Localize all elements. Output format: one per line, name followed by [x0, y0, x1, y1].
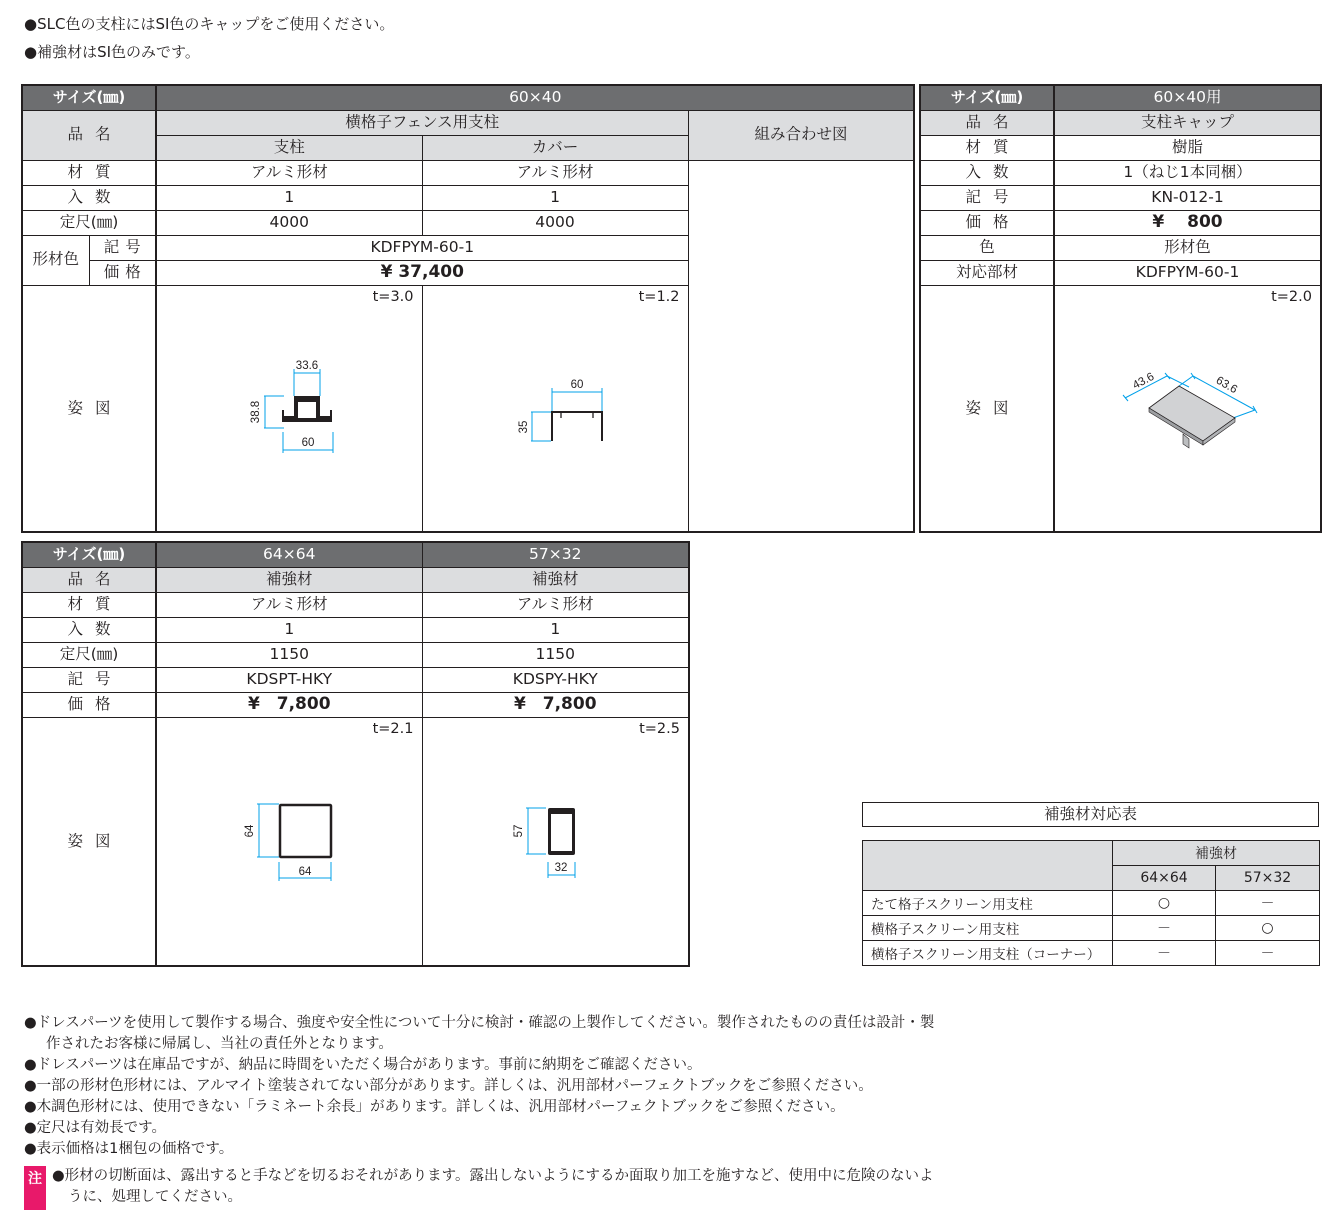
- reinf-size-64x64: 64×64: [156, 542, 422, 567]
- svg-text:64: 64: [244, 824, 256, 837]
- post-cross-section-icon: [242, 358, 352, 458]
- reinf-64-price: ¥ 7,800: [156, 692, 422, 717]
- combo-figure-header: 組み合わせ図: [688, 110, 914, 160]
- correspondence-cell: －: [1113, 916, 1216, 941]
- note-item: ●ドレスパーツは在庫品ですが、納品に時間をいただく場合があります。事前に納期をご確認ください。: [24, 1057, 702, 1073]
- correspondence-row-label: 横格子スクリーン用支柱: [863, 916, 1113, 941]
- cover-thickness: t=1.2: [638, 288, 680, 305]
- correspondence-corner-cell: [863, 841, 1113, 891]
- note-item: ●木調色形材には、使用できない「ラミネート余長」があります。詳しくは、汎用部材パーフェクトブックをご参照ください。: [24, 1099, 845, 1115]
- post-length: 4000: [156, 210, 422, 235]
- cap-name: 支柱キャップ: [1054, 110, 1321, 135]
- correspondence-row-label: 横格子スクリーン用支柱（コーナー）: [863, 941, 1113, 966]
- note-item: ●定尺は有効長です。: [24, 1120, 166, 1136]
- note-item-continuation: 作されたお客様に帰属し、当社の責任外となります。: [46, 1036, 393, 1052]
- cap-row-label-code: 記号: [920, 185, 1054, 210]
- cap-compatible-part: KDFPYM-60-1: [1054, 260, 1321, 285]
- post-material: アルミ形材: [156, 160, 422, 185]
- post-price: ¥ 37,400: [156, 260, 688, 285]
- caution-badge-icon: 注: [24, 1166, 46, 1210]
- post-figure-cell: [156, 285, 422, 532]
- reinf-57-material: アルミ形材: [422, 592, 689, 617]
- correspondence-group-header: 補強材: [1113, 841, 1320, 866]
- cap-size-header-value: 60×40用: [1054, 85, 1321, 110]
- row-label-figure: 姿図: [22, 285, 156, 532]
- reinf-57-cross-section-icon: [512, 798, 598, 888]
- svg-text:43.6: 43.6: [1130, 370, 1157, 392]
- size-header-value: 60×40: [156, 85, 914, 110]
- cap-thickness: t=2.0: [1271, 288, 1312, 305]
- cap-color: 形材色: [1054, 235, 1321, 260]
- reinf-57-quantity: 1: [422, 617, 689, 642]
- cover-cross-section-icon: [511, 374, 621, 454]
- cover-quantity: 1: [422, 185, 688, 210]
- post-thickness: t=3.0: [372, 288, 414, 305]
- cap-row-label-compatible: 対応部材: [920, 260, 1054, 285]
- correspondence-cell: ○: [1113, 891, 1216, 916]
- reinf-64-length: 1150: [156, 642, 422, 667]
- post-quantity: 1: [156, 185, 422, 210]
- cap-row-label-name: 品名: [920, 110, 1054, 135]
- cap-row-label-material: 材質: [920, 135, 1054, 160]
- correspondence-cell: －: [1216, 891, 1320, 916]
- row-label-material: 材質: [22, 160, 156, 185]
- svg-text:64: 64: [298, 865, 312, 878]
- svg-text:35: 35: [517, 420, 530, 433]
- cap-quantity: 1（ねじ1本同梱）: [1054, 160, 1321, 185]
- correspondence-table: [862, 840, 1320, 966]
- reinf-57-length: 1150: [422, 642, 689, 667]
- cap-size-header-label: サイズ(㎜): [920, 85, 1054, 110]
- reinf-row-label-quantity: 入数: [22, 617, 156, 642]
- post-spec-table: サイズ(㎜) 60×40 品名 横格子フェンス用支柱 組み合わせ図 支柱 カバー 材質 アルミ形材 アルミ形材 入数 1 1 定尺(㎜) 4000 4000 形材色 記号 KDFPYM-60-1 価格 ¥ 37,400 姿図 t=3.0 33.6 38.8 60 t=1.2 60 35 60 40: [21, 84, 915, 533]
- reinf-row-label-code: 記号: [22, 667, 156, 692]
- reinf-57-figure-cell: [422, 717, 689, 966]
- reinf-64-thickness: t=2.1: [372, 720, 414, 737]
- caution-line: うに、処理してください。: [68, 1189, 242, 1205]
- cover-name: カバー: [422, 135, 688, 160]
- top-note-slc-cap: ●SLC色の支柱にはSI色のキャップをご使用ください。: [24, 15, 395, 33]
- cap-row-label-quantity: 入数: [920, 160, 1054, 185]
- caution-text: [52, 1166, 934, 1208]
- correspondence-cell: －: [1216, 941, 1320, 966]
- reinf-row-label-price: 価格: [22, 692, 156, 717]
- row-label-code: 記号: [89, 235, 156, 260]
- note-item: ●ドレスパーツを使用して製作する場合、強度や安全性について十分に検討・確認の上製作してください。製作されたものの責任は設計・製: [24, 1015, 935, 1031]
- cap-material: 樹脂: [1054, 135, 1321, 160]
- row-label-price: 価格: [89, 260, 156, 285]
- svg-text:60: 60: [570, 378, 583, 391]
- top-note-reinforcement-color: ●補強材はSI色のみです。: [24, 43, 200, 61]
- cap-price: ¥ 800: [1054, 210, 1321, 235]
- product-group-name: 横格子フェンス用支柱: [156, 110, 688, 135]
- post-name: 支柱: [156, 135, 422, 160]
- post-code: KDFPYM-60-1: [156, 235, 688, 260]
- svg-text:63.6: 63.6: [1213, 374, 1240, 396]
- reinf-row-label-length: 定尺(㎜): [22, 642, 156, 667]
- cover-figure-cell: [422, 285, 688, 532]
- cap-row-label-figure: 姿図: [920, 285, 1054, 532]
- cover-material: アルミ形材: [422, 160, 688, 185]
- correspondence-size-64x64: 64×64: [1113, 866, 1216, 891]
- reinf-row-label-material: 材質: [22, 592, 156, 617]
- caution-line: ●形材の切断面は、露出すると手などを切るおそれがあります。露出しないようにするか面取り加工を施すなど、使用中に危険のないよ: [52, 1168, 934, 1184]
- cap-figure-cell: [1054, 285, 1321, 532]
- reinf-64-quantity: 1: [156, 617, 422, 642]
- svg-text:38.8: 38.8: [250, 400, 263, 423]
- reinf-57-price: ¥ 7,800: [422, 692, 689, 717]
- correspondence-size-57x32: 57×32: [1216, 866, 1320, 891]
- svg-text:57: 57: [512, 824, 525, 837]
- correspondence-row-label: たて格子スクリーン用支柱: [863, 891, 1113, 916]
- reinf-57-name: 補強材: [422, 567, 689, 592]
- reinf-size-header-label: サイズ(㎜): [22, 542, 156, 567]
- reinf-row-label-name: 品名: [22, 567, 156, 592]
- combo-figure-cell: [688, 160, 914, 532]
- note-item: ●表示価格は1梱包の価格です。: [24, 1141, 234, 1157]
- correspondence-title: 補強材対応表: [862, 802, 1319, 827]
- svg-text:33.6: 33.6: [295, 359, 319, 372]
- cover-length: 4000: [422, 210, 688, 235]
- reinf-64-material: アルミ形材: [156, 592, 422, 617]
- reinf-57-code: KDSPY-HKY: [422, 667, 689, 692]
- svg-text:60: 60: [301, 436, 315, 449]
- reinf-57-thickness: t=2.5: [639, 720, 680, 737]
- correspondence-cell: －: [1113, 941, 1216, 966]
- cap-spec-table: [919, 84, 1322, 533]
- reinf-64-name: 補強材: [156, 567, 422, 592]
- row-label-color-group: 形材色: [22, 235, 89, 285]
- cap-row-label-color: 色: [920, 235, 1054, 260]
- row-label-quantity: 入数: [22, 185, 156, 210]
- note-item: ●一部の形材色形材には、アルマイト塗装されてない部分があります。詳しくは、汎用部材パーフェクトブックをご参照ください。: [24, 1078, 873, 1094]
- reinforcement-spec-table: [21, 541, 690, 967]
- reinf-64-code: KDSPT-HKY: [156, 667, 422, 692]
- cap-isometric-icon: [1115, 366, 1265, 456]
- reinf-64-figure-cell: [156, 717, 422, 966]
- cap-code: KN-012-1: [1054, 185, 1321, 210]
- row-label-name: 品名: [22, 110, 156, 160]
- row-label-length: 定尺(㎜): [22, 210, 156, 235]
- reinf-row-label-figure: 姿図: [22, 717, 156, 966]
- cap-row-label-price: 価格: [920, 210, 1054, 235]
- size-header-label: サイズ(㎜): [22, 85, 156, 110]
- reinf-64-cross-section-icon: [244, 796, 347, 886]
- reinf-size-57x32: 57×32: [422, 542, 689, 567]
- bottom-notes: [24, 1013, 934, 1160]
- correspondence-cell: ○: [1216, 916, 1320, 941]
- svg-text:32: 32: [554, 861, 567, 874]
